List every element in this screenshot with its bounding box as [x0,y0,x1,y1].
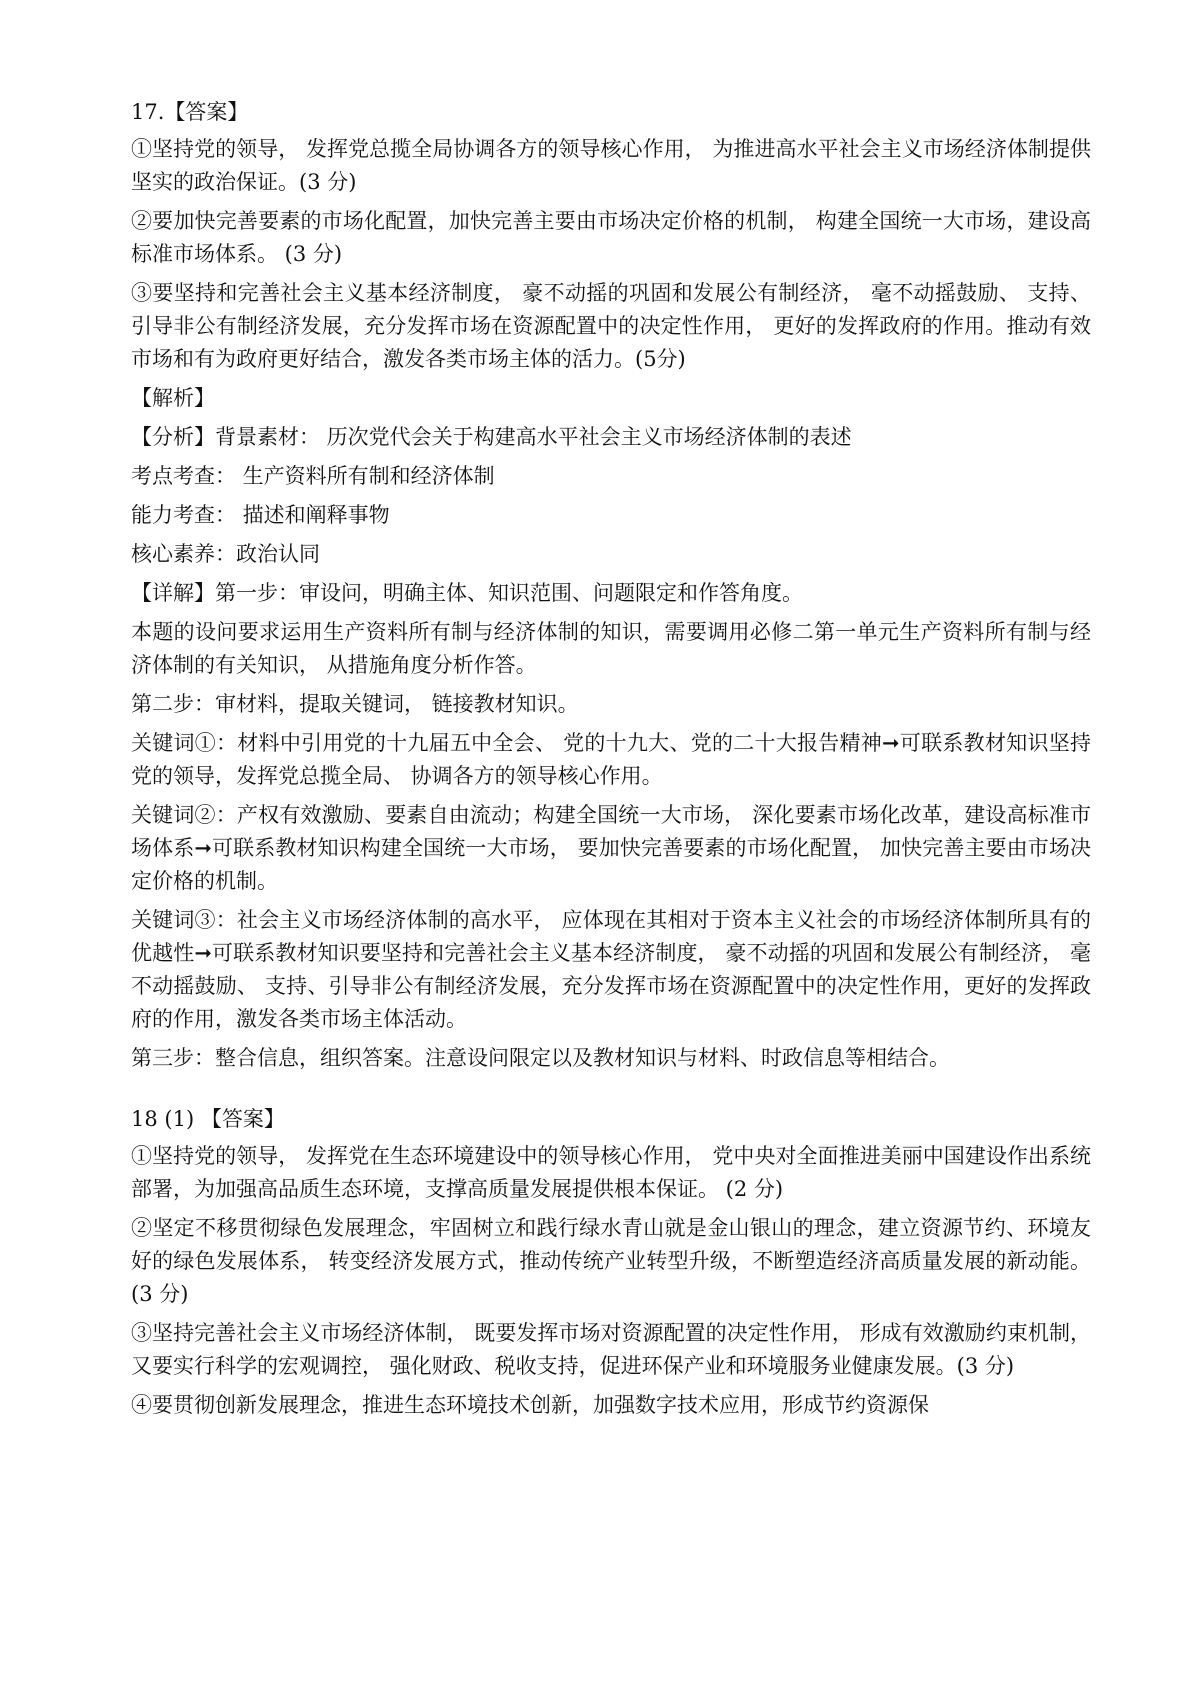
section-18-answer-1: ①坚持党的领导， 发挥党在生态环境建设中的领导核心作用， 党中央对全面推进美丽中国建设作出系统部署，为加强高品质生态环境，支撑高质量发展提供根本保证。 (2 分) [131,1144,1091,1201]
analysis-keyword-2: 关键词②：产权有效激励、要素自由流动；构建全国统一大市场， 深化要素市场化改革，建设高标准市场体系➞可联系教材知识构建全国统一大市场， 要加快完善要素的市场化配置， 加快完善主要由市场决定价格的机制。 [131,803,1091,893]
analysis-keyword-1: 关键词①：材料中引用党的十九届五中全会、 党的十九大、党的二十大报告精神➞可联系教材知识坚持党的领导，发挥党总揽全局、 协调各方的领导核心作用。 [131,731,1091,788]
analysis-ability: 能力考查： 描述和阐释事物 [131,503,390,527]
analysis-core-literacy: 核心素养：政治认同 [131,542,320,566]
analysis-keyword-3: 关键词③：社会主义市场经济体制的高水平， 应体现在其相对于资本主义社会的市场经济体制所具有的优越性➞可联系教材知识要坚持和完善社会主义基本经济制度， 豪不动摇的巩固和发展公有制经济， 毫不动摇鼓励、 支持、引导非公有制经济发展，充分发挥市场在资源配置中的决定性作用，更好的发挥政府的作用，激发各类市场主体活动。 [131,908,1091,1031]
analysis-step-2: 第二步：审材料，提取关键词， 链接教材知识。 [131,692,579,716]
analysis-heading: 【解析】 [131,386,215,410]
section-17-answer-3: ③要坚持和完善社会主义基本经济制度， 豪不动摇的巩固和发展公有制经济， 毫不动摇鼓励、 支持、引导非公有制经济发展，充分发挥市场在资源配置中的决定性作用， 更好的发挥政府的作用。推动有效市场和有为政府更好结合，激发各类市场主体的活力。(5分) [131,281,1091,371]
analysis-step-3: 第三步：整合信息，组织答案。注意设问限定以及教材知识与材料、时政信息等相结合。 [131,1046,950,1070]
section-divider-space [131,1081,1091,1103]
section-18-heading: 18 (1) 【答案】 [131,1107,285,1131]
section-17-answer-1: ①坚持党的领导， 发挥党总揽全局协调各方的领导核心作用， 为推进高水平社会主义市场经济体制提供坚实的政治保证。(3 分) [131,137,1091,194]
analysis-exam-point: 考点考查： 生产资料所有制和经济体制 [131,464,495,488]
section-17-answer-2: ②要加快完善要素的市场化配置，加快完善主要由市场决定价格的机制， 构建全国统一大市场，建设高标准市场体系。 (3 分) [131,209,1091,266]
analysis-background: 【分析】背景素材： 历次党代会关于构建高水平社会主义市场经济体制的表述 [131,425,852,449]
section-18-answer-3: ③坚持完善社会主义市场经济体制， 既要发挥市场对资源配置的决定性作用， 形成有效激励约束机制，又要实行科学的宏观调控， 强化财政、税收支持，促进环保产业和环境服务业健康发展。(3 分) [131,1321,1091,1378]
analysis-step-1-detail: 本题的设问要求运用生产资料所有制与经济体制的知识，需要调用必修二第一单元生产资料所有制与经济体制的有关知识， 从措施角度分析作答。 [131,620,1091,677]
section-18-answer-2: ②坚定不移贯彻绿色发展理念，牢固树立和践行绿水青山就是金山银山的理念，建立资源节约、环境友好的绿色发展体系， 转变经济发展方式，推动传统产业转型升级，不断塑造经济高质量发展的新动能。 (3 分) [131,1216,1091,1306]
document-page [131,96,1091,1428]
section-18-answer-4: ④要贯彻创新发展理念，推进生态环境技术创新，加强数字技术应用，形成节约资源保 [131,1393,929,1417]
analysis-step-1: 【详解】第一步：审设问，明确主体、知识范围、问题限定和作答角度。 [131,581,803,605]
section-17-heading: 17.【答案】 [131,100,249,124]
